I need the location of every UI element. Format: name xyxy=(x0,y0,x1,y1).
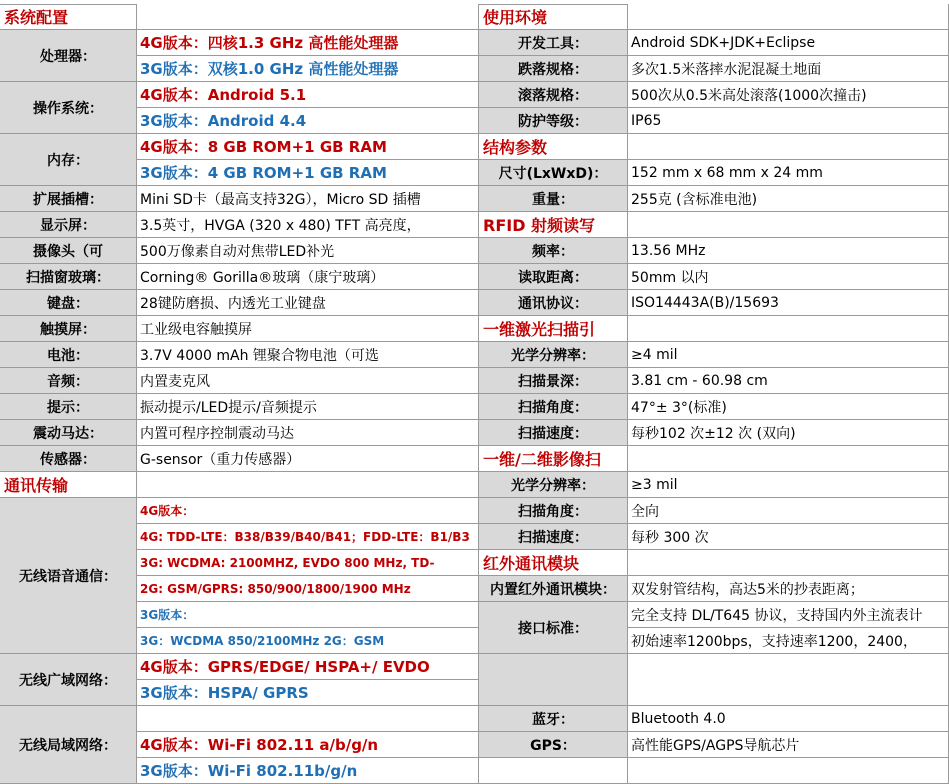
spec-value[interactable]: 工业级电容触摸屏 xyxy=(137,316,479,342)
env-value[interactable]: 多次1.5米落摔水泥混凝土地面 xyxy=(628,56,949,82)
cell-empty[interactable] xyxy=(137,4,479,30)
section-structure[interactable]: 结构参数 xyxy=(479,134,628,160)
rfid-label[interactable]: 通讯协议： xyxy=(479,290,628,316)
value-wan-4g[interactable]: 4G版本：GPRS/EDGE/ HSPA+/ EVDO xyxy=(137,654,479,680)
env-value[interactable]: 500次从0.5米高处滚落(1000次撞击) xyxy=(628,82,949,108)
spec-label[interactable]: 传感器： xyxy=(0,446,137,472)
spec-value[interactable]: G-sensor（重力传感器） xyxy=(137,446,479,472)
label-infrared[interactable]: 内置红外通讯模块： xyxy=(479,576,628,602)
laser-value[interactable]: 每秒102 次±12 次 (双向) xyxy=(628,420,949,446)
spec-value[interactable]: 内置可程序控制震动马达 xyxy=(137,420,479,446)
section-communication[interactable]: 通讯传输 xyxy=(0,472,137,498)
spec-value[interactable]: 3.5英寸，HVGA (320 x 480) TFT 高亮度， xyxy=(137,212,479,238)
label-os[interactable]: 操作系统： xyxy=(0,82,137,134)
struct-label[interactable]: 重量： xyxy=(479,186,628,212)
spec-label[interactable]: 触摸屏： xyxy=(0,316,137,342)
cell-empty[interactable] xyxy=(628,134,949,160)
env-value[interactable]: Android SDK+JDK+Eclipse xyxy=(628,30,949,56)
voice-line[interactable]: 3G版本： xyxy=(137,602,479,628)
imager-value[interactable]: 每秒 300 次 xyxy=(628,524,949,550)
cell-empty[interactable] xyxy=(628,550,949,576)
label-bluetooth[interactable]: 蓝牙： xyxy=(479,706,628,732)
cell-empty[interactable] xyxy=(628,654,949,706)
spec-label[interactable]: 扩展插槽： xyxy=(0,186,137,212)
label-wireless-wan[interactable]: 无线广域网络： xyxy=(0,654,137,706)
label-interface[interactable]: 接口标准： xyxy=(479,602,628,654)
label-cpu[interactable]: 处理器： xyxy=(0,30,137,82)
voice-line[interactable]: 2G: GSM/GPRS: 850/900/1800/1900 MHz xyxy=(137,576,479,602)
cell-empty[interactable] xyxy=(628,758,949,784)
imager-value[interactable]: ≥3 mil xyxy=(628,472,949,498)
section-imager[interactable]: 一维/二维影像扫 xyxy=(479,446,628,472)
laser-value[interactable]: 3.81 cm - 60.98 cm xyxy=(628,368,949,394)
spec-label[interactable]: 电池： xyxy=(0,342,137,368)
label-wireless-voice[interactable]: 无线语音通信： xyxy=(0,498,137,654)
value-gps[interactable]: 高性能GPS/AGPS导航芯片 xyxy=(628,732,949,758)
section-rfid[interactable]: RFID 射频读写 xyxy=(479,212,628,238)
value-os-4g[interactable]: 4G版本：Android 5.1 xyxy=(137,82,479,108)
spec-value[interactable]: 500万像素自动对焦带LED补光 xyxy=(137,238,479,264)
section-laser-scan[interactable]: 一维激光扫描引 xyxy=(479,316,628,342)
spec-value[interactable]: 28键防磨损、内透光工业键盘 xyxy=(137,290,479,316)
section-infrared[interactable]: 红外通讯模块 xyxy=(479,550,628,576)
spec-value[interactable]: 振动提示/LED提示/音频提示 xyxy=(137,394,479,420)
label-gps[interactable]: GPS： xyxy=(479,732,628,758)
rfid-value[interactable]: ISO14443A(B)/15693 xyxy=(628,290,949,316)
value-cpu-4g[interactable]: 4G版本：四核1.3 GHz 高性能处理器 xyxy=(137,30,479,56)
laser-label[interactable]: 扫描角度： xyxy=(479,394,628,420)
spec-label[interactable]: 震动马达： xyxy=(0,420,137,446)
section-system-config[interactable]: 系统配置 xyxy=(0,4,137,30)
imager-label[interactable]: 光学分辨率： xyxy=(479,472,628,498)
laser-value[interactable]: 47°± 3°(标准) xyxy=(628,394,949,420)
value-lan-4g[interactable]: 4G版本：Wi-Fi 802.11 a/b/g/n xyxy=(137,732,479,758)
spec-value[interactable]: 3.7V 4000 mAh 锂聚合物电池（可选 xyxy=(137,342,479,368)
label-memory[interactable]: 内存： xyxy=(0,134,137,186)
voice-line[interactable]: 3G：WCDMA 850/2100MHz 2G：GSM xyxy=(137,628,479,654)
laser-label[interactable]: 扫描景深： xyxy=(479,368,628,394)
env-label[interactable]: 跌落规格： xyxy=(479,56,628,82)
value-memory-4g[interactable]: 4G版本：8 GB ROM+1 GB RAM xyxy=(137,134,479,160)
value-infrared[interactable]: 双发射管结构，高达5米的抄表距离； xyxy=(628,576,949,602)
spec-label[interactable]: 键盘： xyxy=(0,290,137,316)
value-interface[interactable]: 初始速率1200bps，支持速率1200，2400， xyxy=(628,628,949,654)
rfid-value[interactable]: 50mm 以内 xyxy=(628,264,949,290)
cell-empty[interactable] xyxy=(628,212,949,238)
cell-empty[interactable] xyxy=(137,706,479,732)
spec-value[interactable]: Corning® Gorilla®玻璃（康宁玻璃） xyxy=(137,264,479,290)
voice-line[interactable]: 4G: TDD-LTE：B38/B39/B40/B41；FDD-LTE：B1/B3 xyxy=(137,524,479,550)
spec-value[interactable]: 内置麦克风 xyxy=(137,368,479,394)
value-lan-3g[interactable]: 3G版本：Wi-Fi 802.11b/g/n xyxy=(137,758,479,784)
imager-label[interactable]: 扫描角度： xyxy=(479,498,628,524)
cell-empty[interactable] xyxy=(137,472,479,498)
laser-value[interactable]: ≥4 mil xyxy=(628,342,949,368)
label-wireless-lan[interactable]: 无线局域网络： xyxy=(0,706,137,784)
value-cpu-3g[interactable]: 3G版本：双核1.0 GHz 高性能处理器 xyxy=(137,56,479,82)
voice-line[interactable]: 3G: WCDMA: 2100MHZ, EVDO 800 MHz, TD- xyxy=(137,550,479,576)
section-environment[interactable]: 使用环境 xyxy=(479,4,628,30)
env-label[interactable]: 开发工具： xyxy=(479,30,628,56)
spec-value[interactable]: Mini SD卡（最高支持32G），Micro SD 插槽 xyxy=(137,186,479,212)
cell-empty[interactable] xyxy=(479,758,628,784)
rfid-value[interactable]: 13.56 MHz xyxy=(628,238,949,264)
spec-label[interactable]: 显示屏： xyxy=(0,212,137,238)
value-wan-3g[interactable]: 3G版本：HSPA/ GPRS xyxy=(137,680,479,706)
cell-empty[interactable] xyxy=(628,446,949,472)
voice-line[interactable]: 4G版本： xyxy=(137,498,479,524)
spec-label[interactable]: 音频： xyxy=(0,368,137,394)
rfid-label[interactable]: 频率： xyxy=(479,238,628,264)
cell-empty[interactable] xyxy=(628,4,949,30)
laser-label[interactable]: 光学分辨率： xyxy=(479,342,628,368)
laser-label[interactable]: 扫描速度： xyxy=(479,420,628,446)
rfid-label[interactable]: 读取距离： xyxy=(479,264,628,290)
env-label[interactable]: 防护等级： xyxy=(479,108,628,134)
cell-empty-gray[interactable] xyxy=(479,654,628,706)
spec-label[interactable]: 提示： xyxy=(0,394,137,420)
env-value[interactable]: IP65 xyxy=(628,108,949,134)
value-os-3g[interactable]: 3G版本：Android 4.4 xyxy=(137,108,479,134)
cell-empty[interactable] xyxy=(628,316,949,342)
struct-value[interactable]: 255克 (含标准电池) xyxy=(628,186,949,212)
value-infrared-protocol[interactable]: 完全支持 DL/T645 协议，支持国内外主流表计 xyxy=(628,602,949,628)
env-label[interactable]: 滚落规格： xyxy=(479,82,628,108)
struct-label[interactable]: 尺寸(LxWxD)： xyxy=(479,160,628,186)
imager-value[interactable]: 全向 xyxy=(628,498,949,524)
value-bluetooth[interactable]: Bluetooth 4.0 xyxy=(628,706,949,732)
spec-label[interactable]: 扫描窗玻璃： xyxy=(0,264,137,290)
struct-value[interactable]: 152 mm x 68 mm x 24 mm xyxy=(628,160,949,186)
spec-label[interactable]: 摄像头（可 xyxy=(0,238,137,264)
imager-label[interactable]: 扫描速度： xyxy=(479,524,628,550)
value-memory-3g[interactable]: 3G版本：4 GB ROM+1 GB RAM xyxy=(137,160,479,186)
